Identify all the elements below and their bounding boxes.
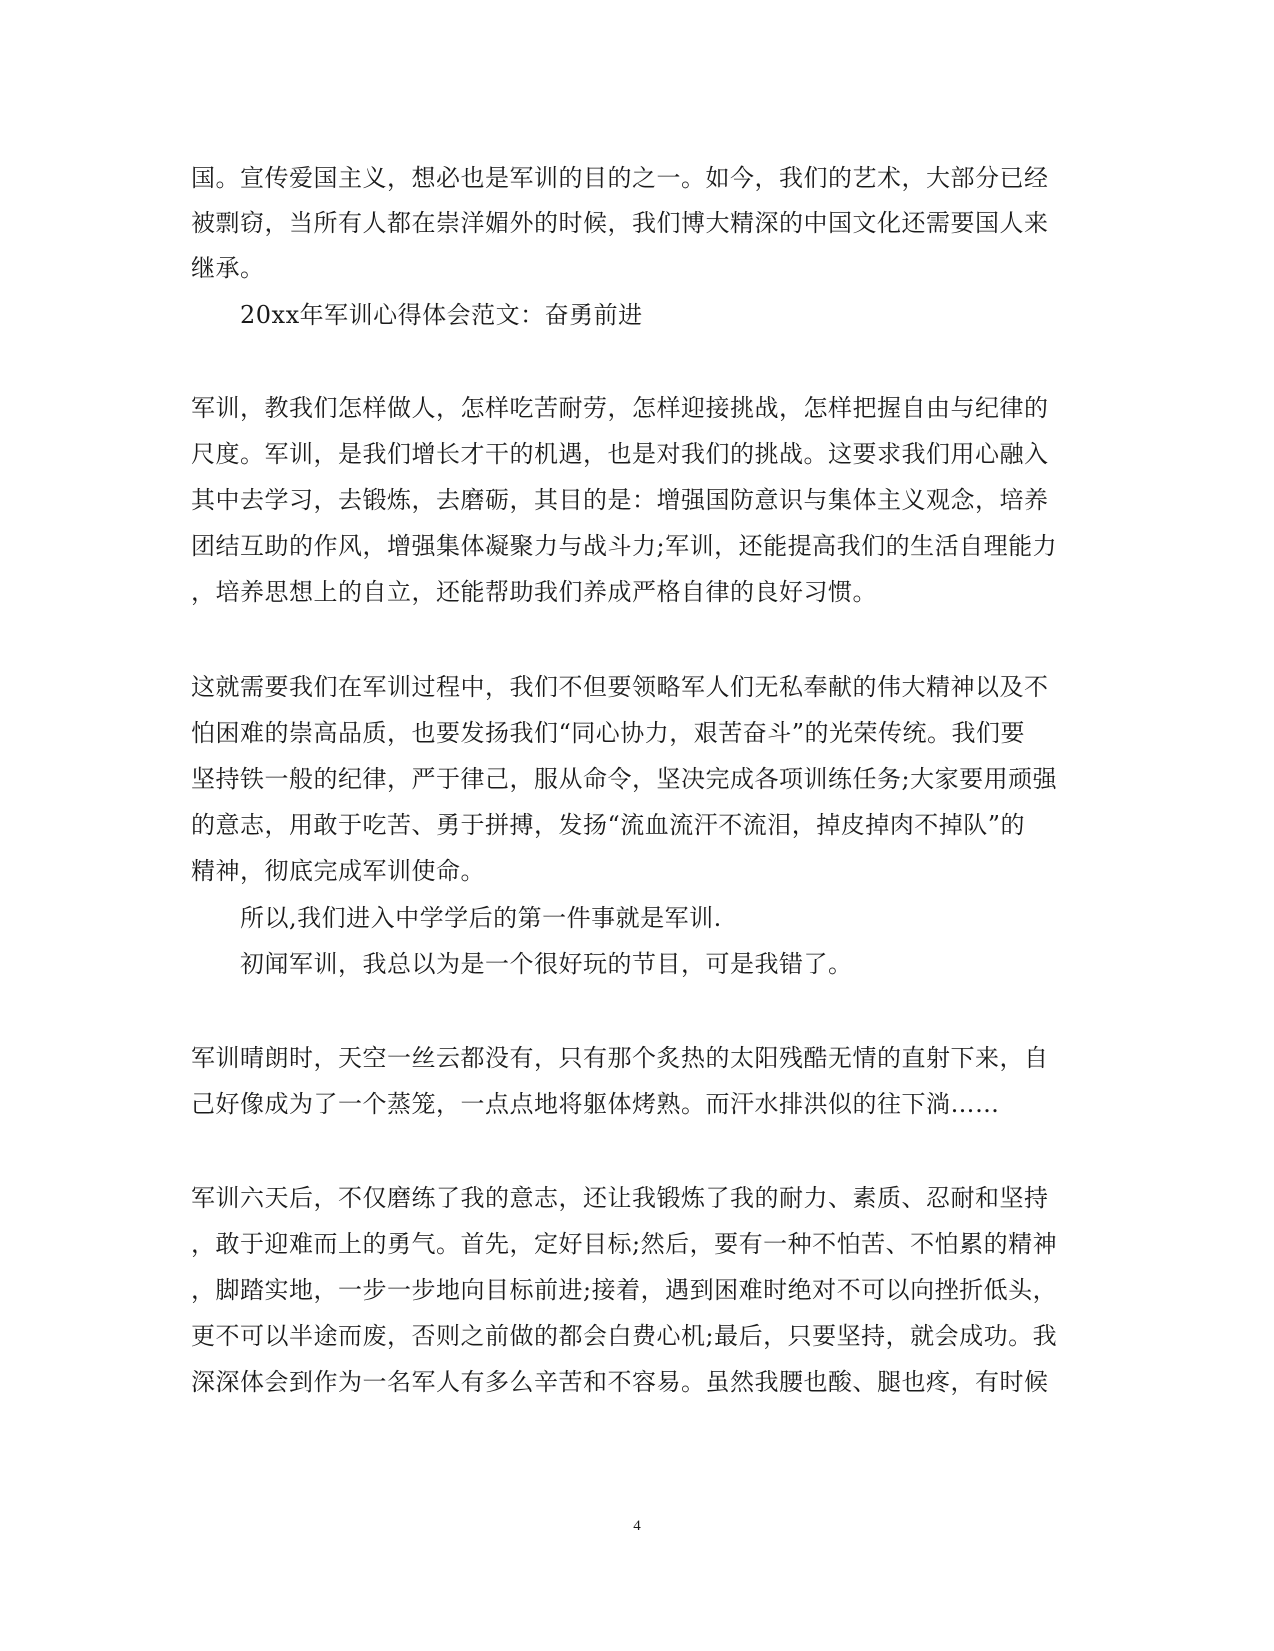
text-line: 这就需要我们在军训过程中，我们不但要领略军人们无私奉献的伟大精神以及不	[191, 673, 1049, 701]
text-line: 的意志，用敢于吃苦、勇于拼搏，发扬“流血流汗不流泪，掉皮掉肉不掉队”的	[191, 811, 1026, 839]
text-line: 精神，彻底完成军训使命。	[191, 857, 485, 885]
text-line: 坚持铁一般的纪律，严于律己，服从命令，坚决完成各项训练任务;大家要用顽强	[191, 765, 1058, 793]
text-line: 被剽窃，当所有人都在崇洋媚外的时候，我们博大精深的中国文化还需要国人来	[191, 209, 1049, 237]
text-line: ，敢于迎难而上的勇气。首先，定好目标;然后，要有一种不怕苦、不怕累的精神	[191, 1230, 1058, 1258]
text-line: 军训晴朗时，天空一丝云都没有，只有那个炙热的太阳残酷无情的直射下来，自	[191, 1044, 1049, 1072]
text-line: 国。宣传爱国主义，想必也是军训的目的之一。如今，我们的艺术，大部分已经	[191, 164, 1049, 192]
text-line: 其中去学习，去锻炼，去磨砺，其目的是：增强国防意识与集体主义观念，培养	[191, 486, 1049, 514]
text-line: ，脚踏实地，一步一步地向目标前进;接着，遇到困难时绝对不可以向挫折低头，	[191, 1276, 1058, 1304]
text-line: 团结互助的作风，增强集体凝聚力与战斗力;军训，还能提高我们的生活自理能力	[191, 532, 1058, 560]
text-line: 所以,我们进入中学学后的第一件事就是军训.	[240, 904, 722, 932]
text-line: 怕困难的崇高品质，也要发扬我们“同心协力，艰苦奋斗”的光荣传统。我们要	[191, 719, 1026, 747]
text-line: 己好像成为了一个蒸笼，一点点地将躯体烤熟。而汗水排洪似的往下淌……	[191, 1090, 1000, 1118]
section-heading: 20xx年军训心得体会范文：奋勇前进	[240, 301, 643, 329]
text-line: 更不可以半途而废，否则之前做的都会白费心机;最后，只要坚持，就会成功。我	[191, 1322, 1058, 1350]
text-line: 初闻军训，我总以为是一个很好玩的节目，可是我错了。	[240, 950, 853, 978]
text-line: ，培养思想上的自立，还能帮助我们养成严格自律的良好习惯。	[191, 578, 877, 606]
text-line: 尺度。军训，是我们增长才干的机遇，也是对我们的挑战。这要求我们用心融入	[191, 440, 1049, 468]
text-line: 继承。	[191, 254, 265, 282]
page-number: 4	[633, 1518, 641, 1534]
text-line: 军训，教我们怎样做人，怎样吃苦耐劳，怎样迎接挑战，怎样把握自由与纪律的	[191, 394, 1049, 422]
text-line: 深深体会到作为一名军人有多么辛苦和不容易。虽然我腰也酸、腿也疼，有时候	[191, 1368, 1049, 1396]
text-line: 军训六天后，不仅磨练了我的意志，还让我锻炼了我的耐力、素质、忍耐和坚持	[191, 1184, 1049, 1212]
